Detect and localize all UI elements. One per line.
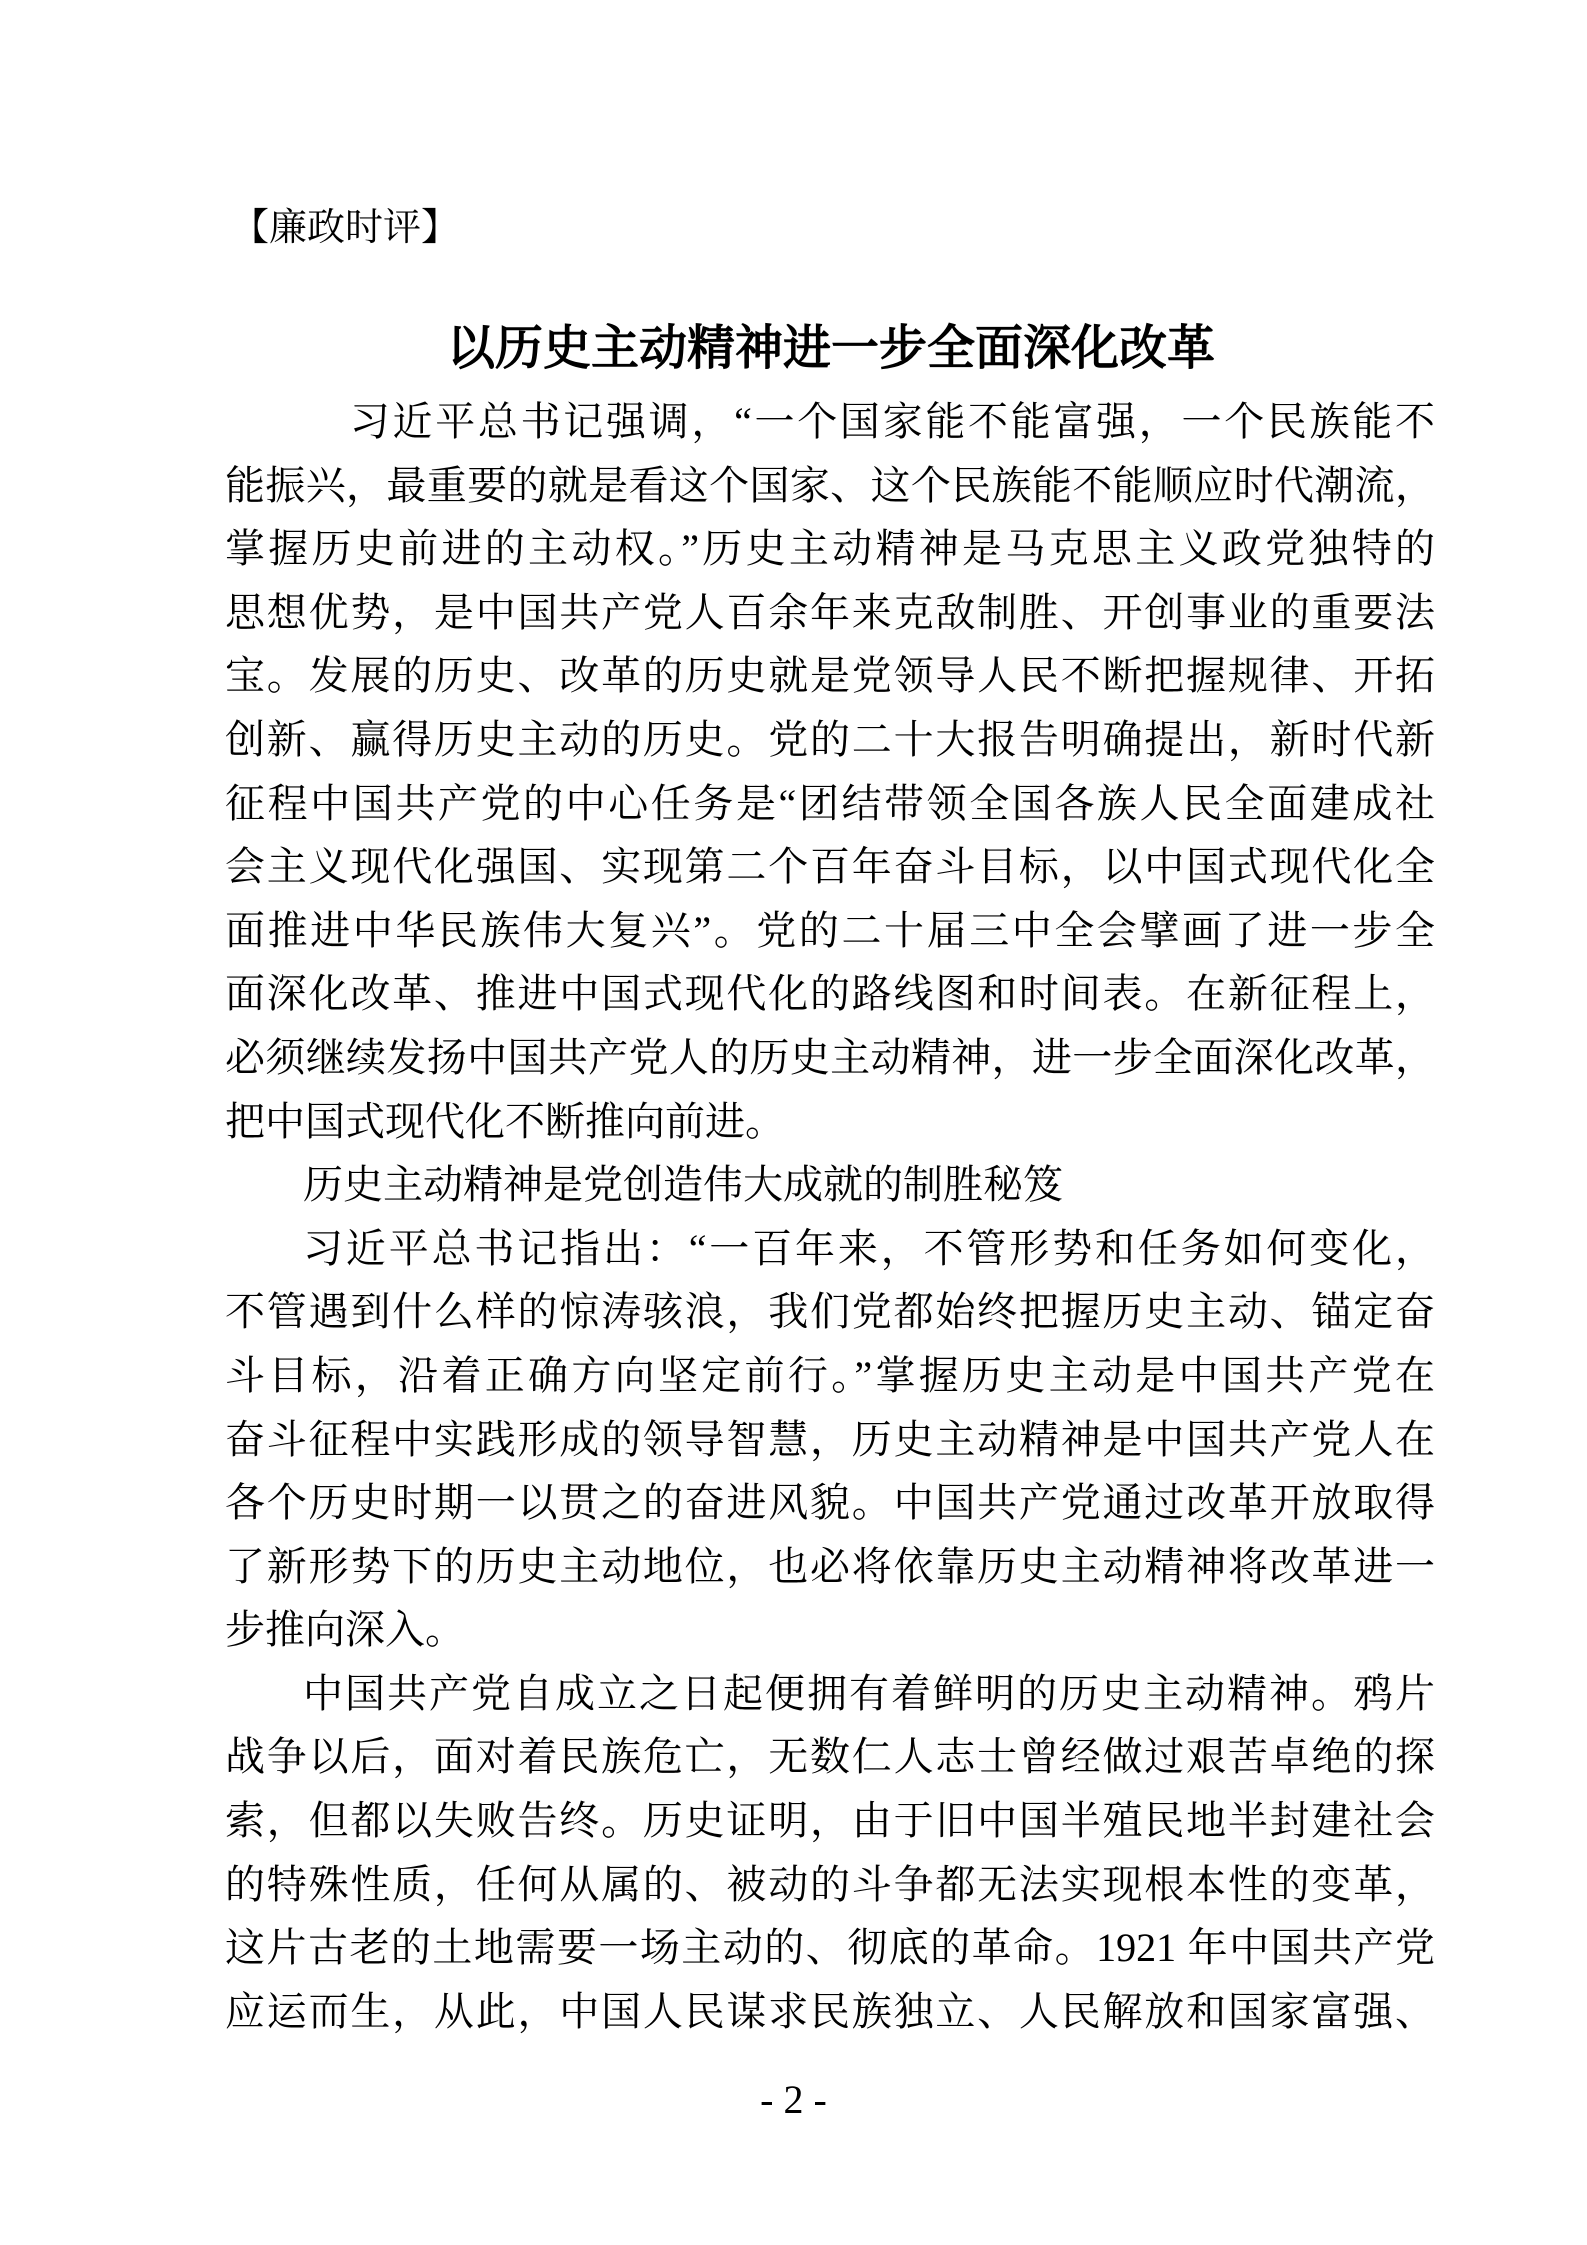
text-line: 了新形势下的历史主动地位，也必将依靠历史主动精神将改革进一 (225, 1543, 1435, 1589)
text-line: 索，但都以失败告终。历史证明，由于旧中国半殖民地半封建社会 (225, 1798, 1435, 1844)
text-line: 征程中国共产党的中心任务是“团结带领全国各族人民全面建成社 (225, 780, 1435, 826)
text-line: 必须继续发扬中国共产党人的历史主动精神，进一步全面深化改革， (225, 1034, 1435, 1080)
text-line: 的特殊性质，任何从属的、被动的斗争都无法实现根本性的变革， (225, 1861, 1435, 1907)
text-line: 能振兴，最重要的就是看这个国家、这个民族能不能顺应时代潮流， (225, 462, 1435, 508)
text-line: 步推向深入。 (225, 1607, 465, 1653)
text-line: 把中国式现代化不断推向前进。 (225, 1098, 785, 1144)
text-line: 习近平总书记强调，“一个国家能不能富强，一个民族能不 (349, 399, 1435, 444)
text-line: 掌握历史前进的主动权。”历史主动精神是马克思主义政党独特的 (225, 526, 1435, 572)
text-line: 习近平总书记指出：“一百年来，不管形势和任务如何变化， (303, 1225, 1435, 1271)
body-text (225, 390, 1435, 2043)
text-line: 战争以后，面对着民族危亡，无数仁人志士曾经做过艰苦卓绝的探 (225, 1734, 1435, 1780)
text-line: 面推进中华民族伟大复兴”。党的二十届三中全会擘画了进一步全 (225, 907, 1435, 953)
text-line: 这片古老的土地需要一场主动的、彻底的革命。1921 年中国共产党 (225, 1925, 1435, 1971)
text-line: 奋斗征程中实践形成的领导智慧，历史主动精神是中国共产党人在 (225, 1416, 1435, 1462)
text-line: 应运而生，从此，中国人民谋求民族独立、人民解放和国家富强、 (225, 1988, 1435, 2034)
document-title: 以历史主动精神进一步全面深化改革 (446, 322, 1215, 375)
page-number: - 2 - (760, 2077, 827, 2122)
text-line: 会主义现代化强国、实现第二个百年奋斗目标，以中国式现代化全 (225, 844, 1435, 890)
text-line: 不管遇到什么样的惊涛骇浪，我们党都始终把握历史主动、锚定奋 (225, 1289, 1435, 1335)
text-line: 创新、赢得历史主动的历史。党的二十大报告明确提出，新时代新 (225, 716, 1435, 762)
text-line: 中国共产党自成立之日起便拥有着鲜明的历史主动精神。鸦片 (303, 1670, 1435, 1716)
text-line: 各个历史时期一以贯之的奋进风貌。中国共产党通过改革开放取得 (225, 1480, 1435, 1526)
text-line: 面深化改革、推进中国式现代化的路线图和时间表。在新征程上， (225, 971, 1435, 1017)
text-line: 宝。发展的历史、改革的历史就是党领导人民不断把握规律、开拓 (225, 653, 1435, 699)
section-kicker: 【廉政时评】 (231, 207, 460, 249)
text-line: 历史主动精神是党创造伟大成就的制胜秘笈 (303, 1162, 1063, 1208)
text-line: 思想优势，是中国共产党人百余年来克敌制胜、开创事业的重要法 (225, 589, 1435, 635)
text-line: 斗目标，沿着正确方向坚定前行。”掌握历史主动是中国共产党在 (225, 1352, 1435, 1398)
